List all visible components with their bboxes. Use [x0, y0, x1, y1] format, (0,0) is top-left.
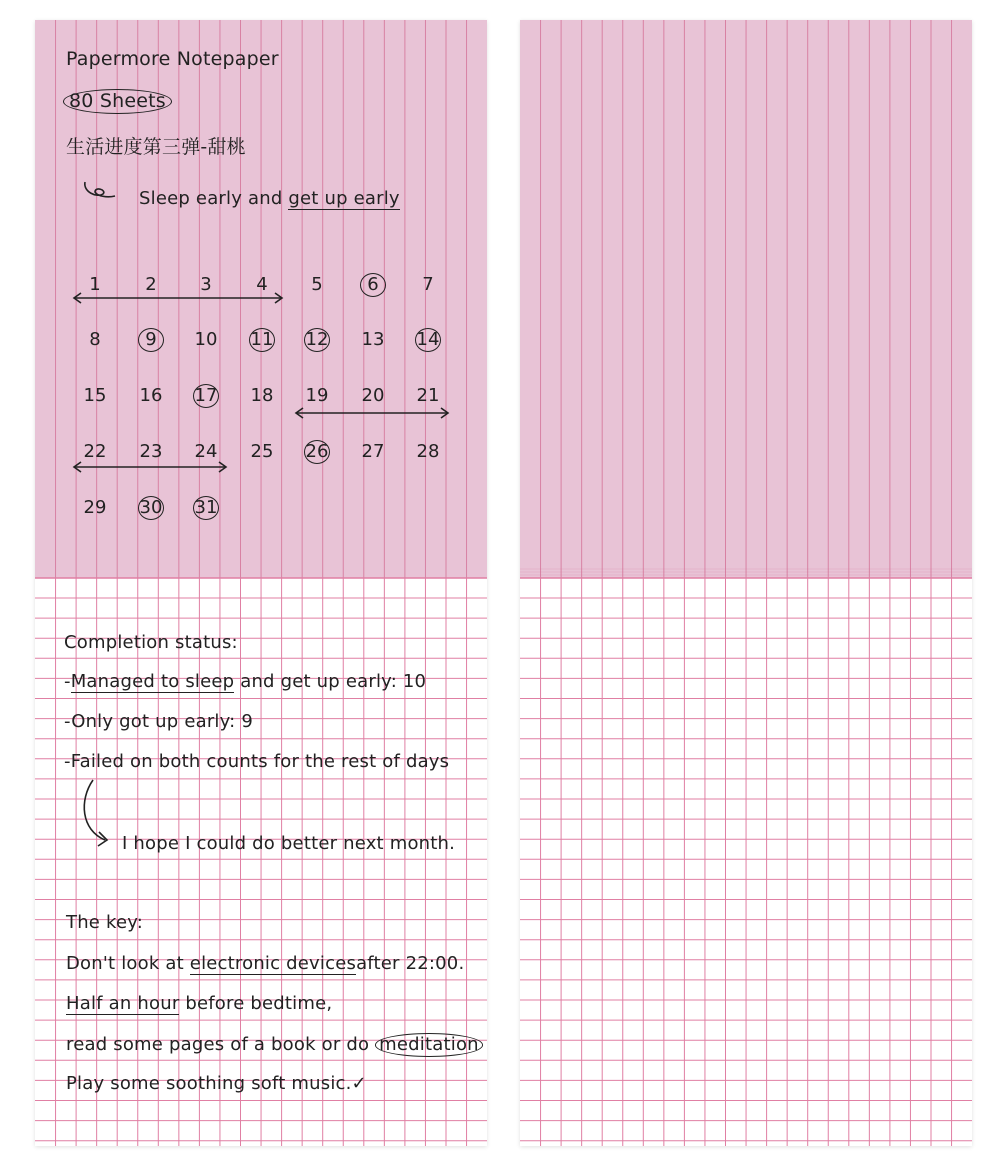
calendar-day: 8 — [89, 329, 101, 350]
check-mark-icon: ✓ — [351, 1073, 367, 1094]
key-line-1-prefix: Don't look at — [66, 953, 190, 974]
calendar-day: 28 — [416, 441, 440, 462]
goal-line — [139, 188, 400, 210]
key-line-3-prefix: read some pages of a book or do — [66, 1034, 376, 1055]
goal-underlined: get up early — [288, 188, 400, 209]
calendar-day: 15 — [83, 385, 107, 406]
calendar-day: 13 — [361, 329, 385, 350]
status-line-1-rest: and get up early: 10 — [234, 671, 427, 692]
notepad-sheet-blank — [520, 20, 972, 1146]
calendar-day: 5 — [311, 274, 323, 295]
calendar-day-circled: 12 — [301, 326, 333, 354]
calendar-day-circled: 17 — [190, 382, 222, 410]
calendar-day: 16 — [139, 385, 163, 406]
calendar-day-circled: 31 — [190, 494, 222, 522]
calendar-day-circled: 11 — [246, 326, 278, 354]
sheet-count — [63, 89, 172, 114]
calendar-day: 18 — [250, 385, 274, 406]
calendar-day: 27 — [361, 441, 385, 462]
calendar-day: 1 — [89, 274, 101, 295]
sheet-count-oval: 80 Sheets — [63, 89, 172, 114]
calendar-day: 4 — [256, 274, 268, 295]
key-heading: The key: — [66, 912, 144, 933]
calendar-day: 19 — [305, 385, 329, 406]
key-line-2-underlined: Half an hour — [66, 993, 180, 1014]
calendar-day: 23 — [139, 441, 163, 462]
calendar-day-circled: 30 — [135, 494, 167, 522]
key-line-1-suffix: after 22:00. — [356, 953, 465, 974]
status-line-2: -Only got up early: 9 — [64, 711, 254, 732]
calendar-day: 20 — [361, 385, 385, 406]
hope-line: I hope I could do better next month. — [122, 833, 456, 854]
key-line-2 — [66, 993, 332, 1015]
status-line-1-underlined: Managed to sleep — [70, 671, 235, 692]
status-line-1-dash: - — [64, 671, 71, 692]
calendar-day: 2 — [145, 274, 157, 295]
key-line-4-text: Play some soothing soft music. — [66, 1073, 352, 1094]
calendar-day: 10 — [194, 329, 218, 350]
sheet-background-blank — [520, 20, 972, 1146]
key-line-1 — [66, 953, 464, 975]
calendar-day: 29 — [83, 497, 107, 518]
status-heading: Completion status: — [64, 632, 238, 653]
calendar-day-circled: 9 — [135, 326, 167, 354]
key-line-2-suffix: before bedtime, — [179, 993, 333, 1014]
status-line-3: -Failed on both counts for the rest of days — [64, 751, 450, 772]
goal-prefix: Sleep early and — [139, 188, 289, 209]
key-line-1-underlined: electronic devices — [189, 953, 357, 974]
status-line-1 — [64, 671, 426, 693]
brand-title: Papermore Notepaper — [66, 48, 279, 70]
calendar-day: 24 — [194, 441, 218, 462]
calendar-day: 25 — [250, 441, 274, 462]
calendar-day: 7 — [422, 274, 434, 295]
calendar-day: 22 — [83, 441, 107, 462]
calendar-day-circled: 14 — [412, 326, 444, 354]
series-title: 生活进度第三弹-甜桃 — [66, 136, 246, 158]
calendar-day-circled: 6 — [357, 271, 389, 299]
key-line-3-circled: meditation — [375, 1033, 483, 1057]
key-line-4 — [66, 1073, 367, 1094]
calendar-day-circled: 26 — [301, 438, 333, 466]
notepad-sheet-filled — [35, 20, 487, 1146]
calendar-day: 3 — [200, 274, 212, 295]
key-line-3 — [66, 1033, 483, 1057]
calendar-day: 21 — [416, 385, 440, 406]
